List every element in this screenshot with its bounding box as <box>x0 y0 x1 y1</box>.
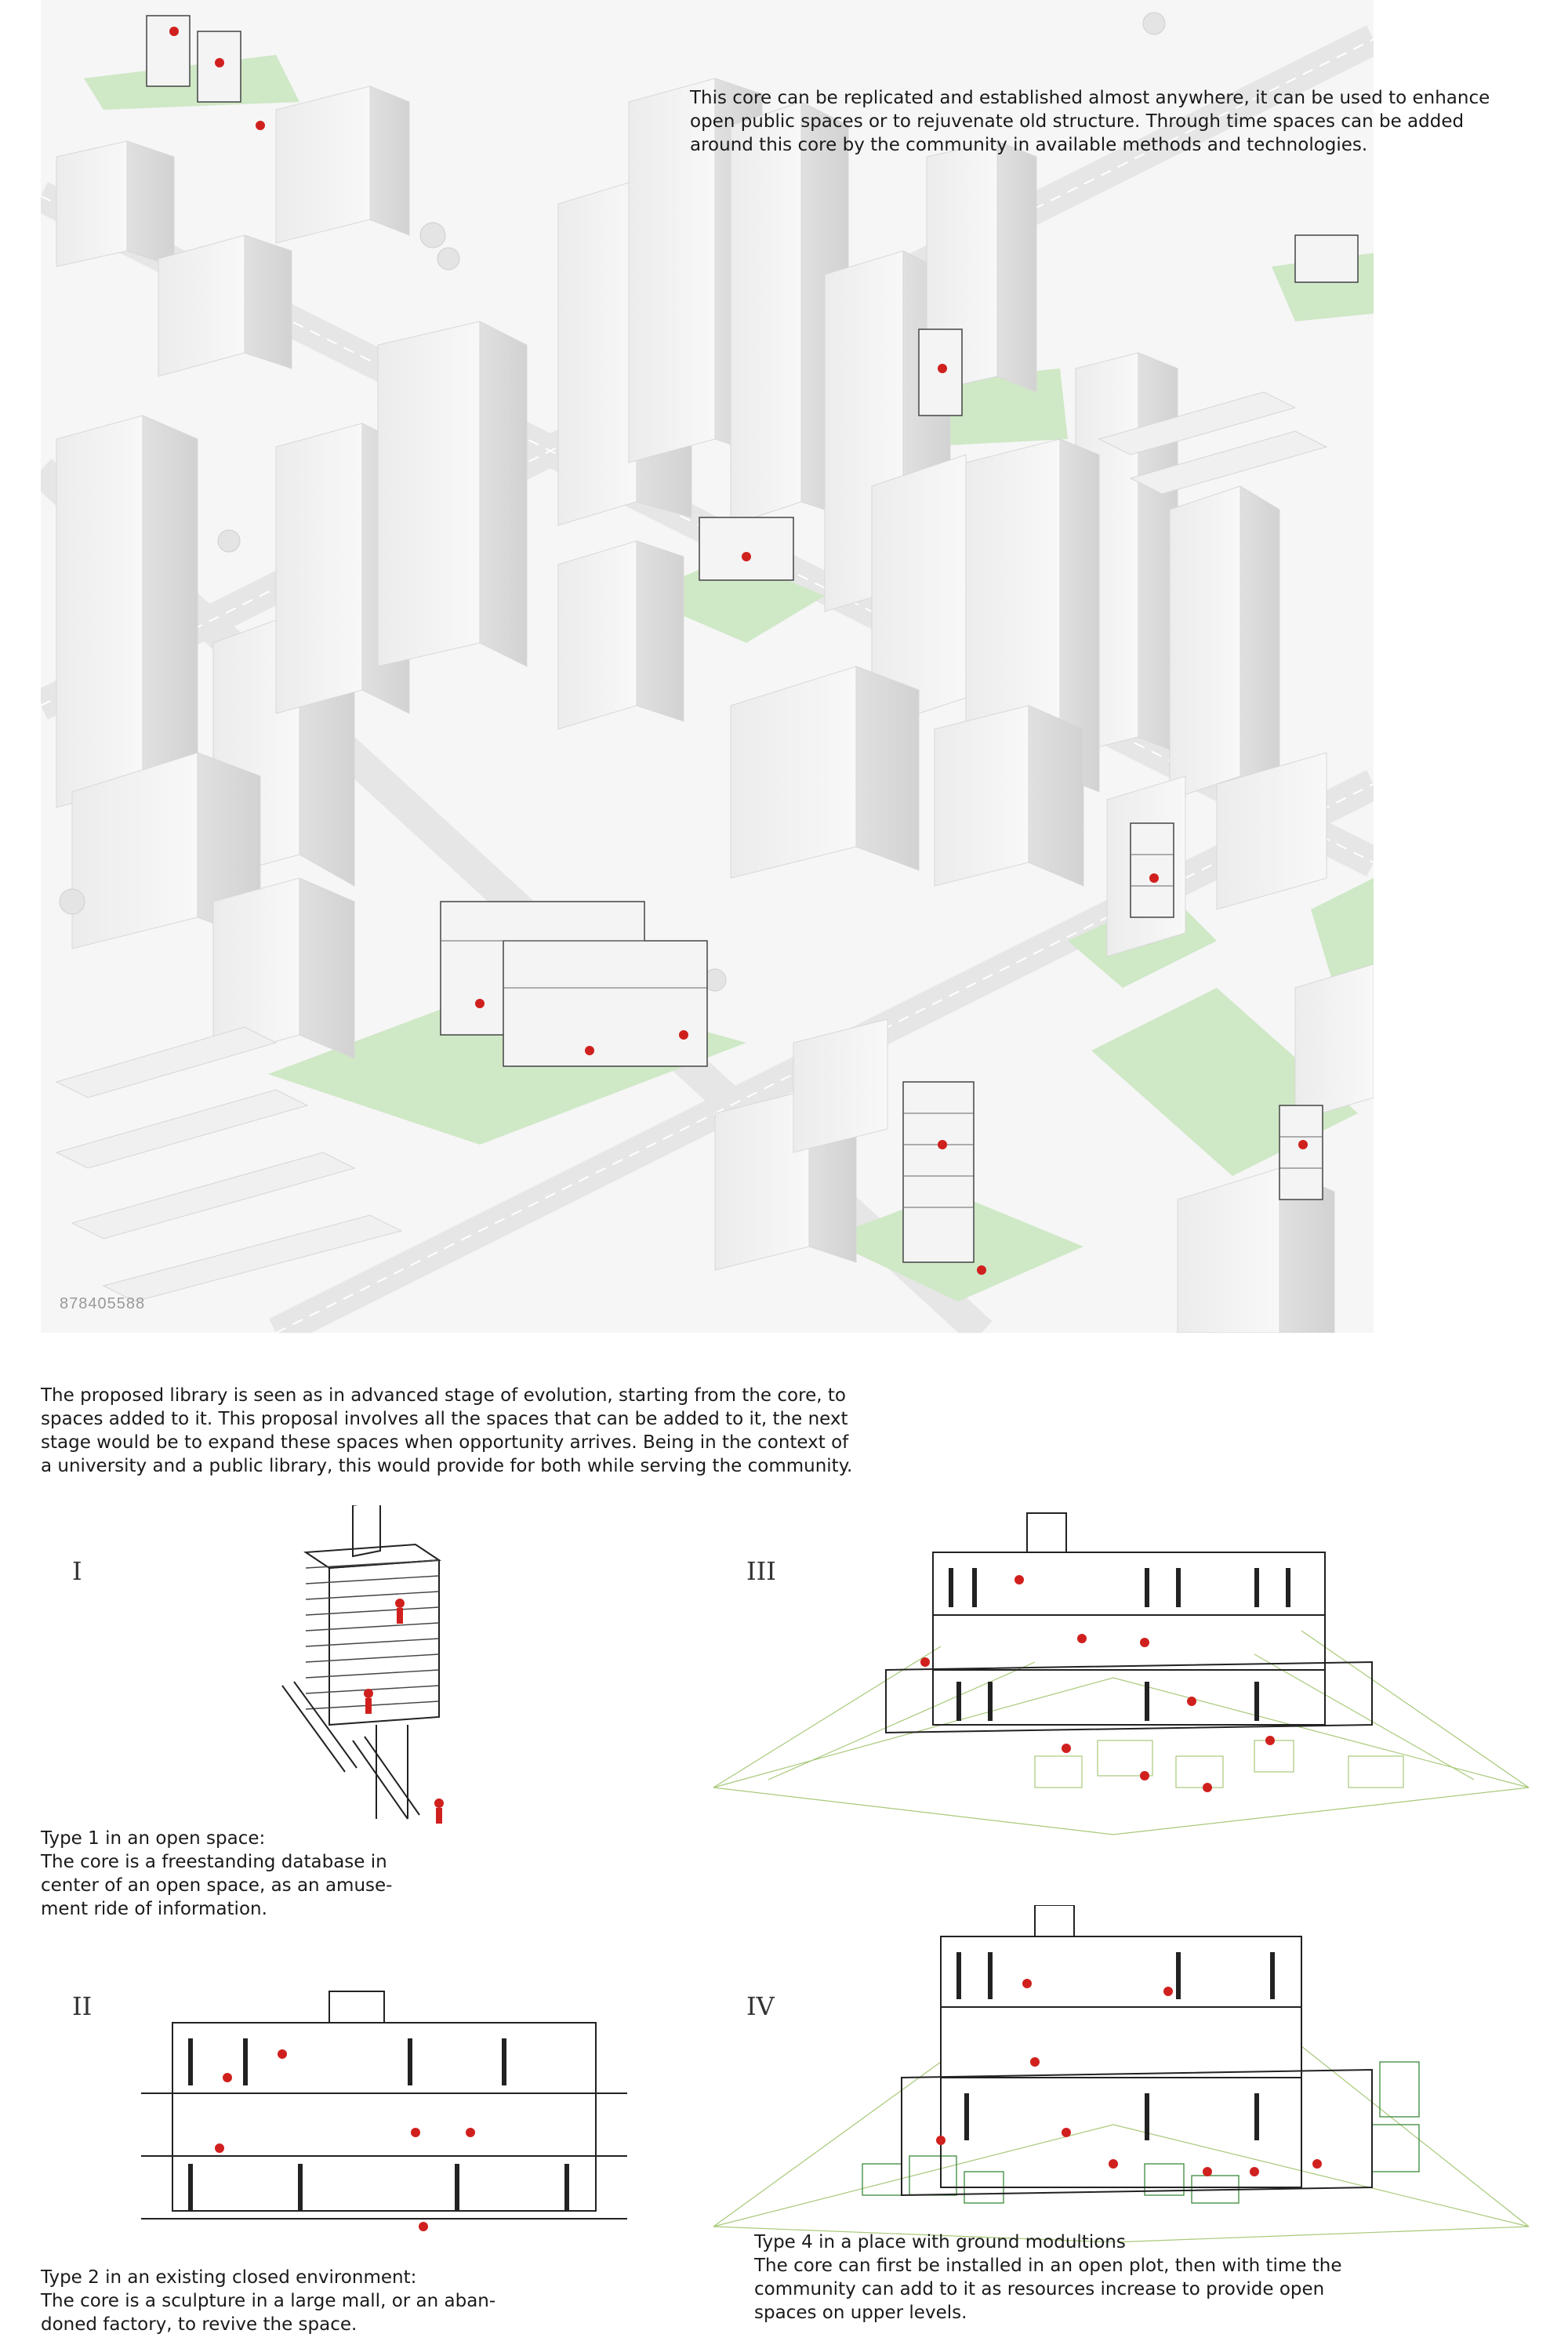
type-1-drawing <box>251 1505 486 1835</box>
type-4-drawing <box>706 1905 1537 2242</box>
type-2-drawing <box>125 1968 627 2258</box>
proposal-text: The proposed library is seen as in advanced stage of evolution, starting from the core, to spaces added to it. This proposal involves all the spaces that can be added to it, the next stage would be to expand these spaces when opportunity arrives. Being in the context of a university and a public library, this would provide for both while serving the community. <box>41 1385 853 1476</box>
watermark: 878405588 <box>60 1295 146 1312</box>
core-tower-drawing <box>251 1505 486 1835</box>
type-1-numeral: I <box>72 1556 82 1586</box>
type-3-drawing <box>706 1505 1537 1842</box>
type-1-caption: Type 1 in an open space: The core is a freestanding database in center of an open space, as an amuse- ment ride of information. <box>41 1828 393 1919</box>
type-2-numeral: II <box>72 1991 93 2021</box>
type-4-caption: Type 4 in a place with ground modultions The core can first be installed in an open plot, then with time the community can add to it as resources increase to provide open spaces on upper levels. <box>754 2232 1342 2323</box>
type-2-caption: Type 2 in an existing closed environment: The core is a sculpture in a large mall, or an aban- doned factory, to revive the space. <box>41 2267 496 2335</box>
type-4-numeral: IV <box>746 1991 775 2021</box>
city-illustration <box>41 0 1374 1333</box>
intro-text: This core can be replicated and established almost anywhere, it can be used to enhance open public spaces or to rejuvenate old structure. Through time spaces can be added around this core by the community in available methods and technologies. <box>690 88 1490 155</box>
type-3-numeral: III <box>746 1556 776 1586</box>
library-open-plot-drawing <box>706 1505 1537 1842</box>
city-svg <box>41 0 1374 1333</box>
library-ground-modulations-drawing <box>706 1905 1537 2242</box>
library-closed-environment-drawing <box>125 1968 627 2258</box>
